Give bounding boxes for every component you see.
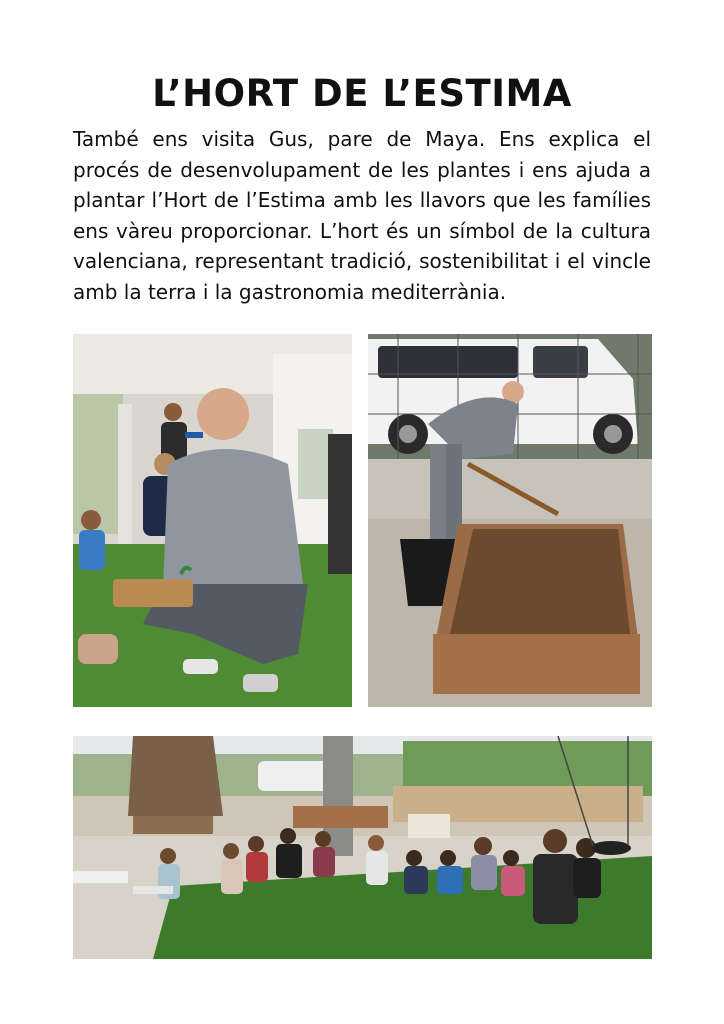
photo-children-watching-in-playground — [73, 736, 652, 959]
photo-man-holding-wooden-sign — [73, 334, 352, 707]
page-title: L’HORT DE L’ESTIMA — [152, 72, 572, 115]
photo-man-digging-garden-bed — [368, 334, 652, 707]
intro-paragraph: També ens visita Gus, pare de Maya. Ens explica el procés de desenvolupament de les plantes i ens ajuda a plantar l’Hort de l’Estima amb les llavors que les famílies ens vàreu proporcionar. L’hort és un símbol de la cultura valenciana, representant tradició, sostenibilitat i el vincle amb la terra i la gastronomia mediterrània. — [73, 127, 651, 304]
